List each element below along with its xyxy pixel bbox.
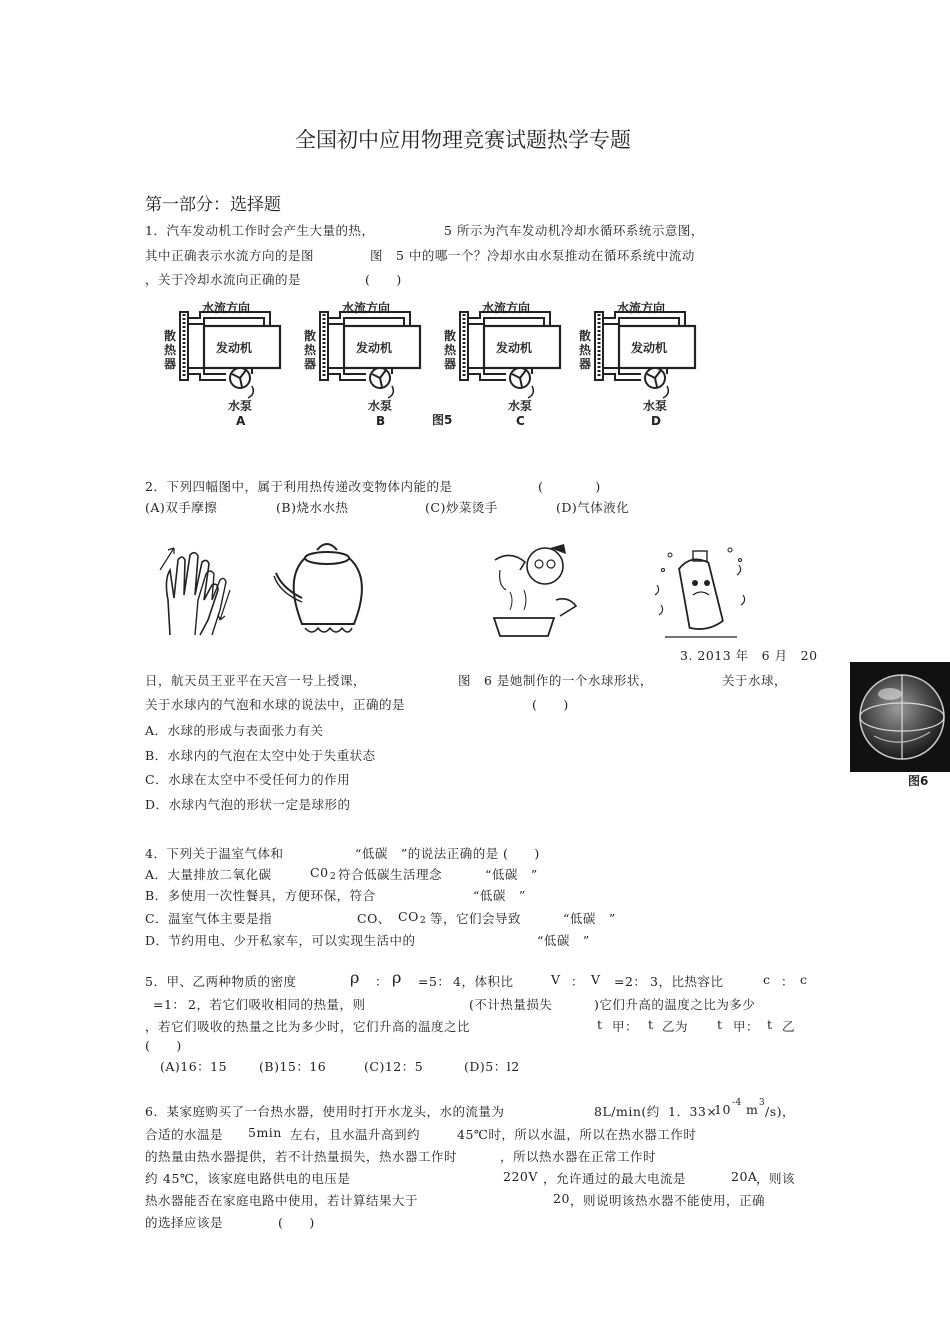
svg-text:水流方向: 水流方向	[617, 301, 666, 315]
figure-6-caption: 图6	[908, 774, 929, 788]
q6-line5: 热水器能否在家庭电路中使用，若计算结果大于	[145, 1193, 419, 1208]
q3-line2: 关于水球内的气泡和水球的说法中，正确的是	[145, 697, 406, 712]
q3-answer-blank: ( )	[532, 697, 569, 712]
q6-line2: 合适的水温是	[145, 1127, 224, 1142]
q4-option-a: A．大量排放二氧化碳	[145, 867, 272, 882]
option-a-label: A	[236, 414, 246, 428]
svg-text:水流方向: 水流方向	[482, 301, 531, 315]
q5-answer-blank: ( )	[145, 1038, 182, 1053]
svg-text:器: 器	[444, 357, 457, 371]
q3-prefix: 3. 2013 年 6 月 20	[680, 648, 818, 663]
svg-text:水泵: 水泵	[643, 399, 668, 413]
q2-option-d: (D)气体液化	[556, 500, 630, 515]
q5-option-c: (C)12：5	[364, 1059, 424, 1074]
section-heading: 第一部分：选择题	[145, 195, 281, 215]
kettle-illustration	[272, 538, 382, 638]
q4-option-c: C．温室气体主要是指	[145, 911, 273, 926]
engine-label: 发动机	[216, 341, 253, 355]
cooking-illustration	[480, 540, 590, 640]
q1-answer-blank: ( )	[365, 272, 402, 287]
q4-answer-blank: ( )	[503, 846, 540, 861]
q5-option-b: (B)15：16	[259, 1059, 327, 1074]
q6-answer-blank: ( )	[278, 1215, 315, 1230]
svg-text:热: 热	[164, 343, 177, 357]
q1-line3: ，关于冷却水流向正确的是	[145, 272, 302, 287]
svg-text:热: 热	[444, 343, 457, 357]
q5-line1: 5．甲、乙两种物质的密度	[145, 974, 297, 989]
water-ball-photo	[850, 662, 950, 772]
q4-option-d: D．节约用电、少开私家车，可以实现生活中的	[145, 933, 416, 948]
gas-liquefaction-illustration	[645, 535, 755, 645]
svg-text:散: 散	[304, 329, 317, 343]
q1-line2b: 图 5 中的哪一个？冷却水由水泵推动在循环系统中流动	[370, 248, 695, 263]
q6-line1: 6．某家庭购买了一台热水器，使用时打开水龙头，水的流量为	[145, 1104, 505, 1119]
q4-stem: 4．下列关于温室气体和	[145, 846, 284, 861]
q5-line3: ，若它们吸收的热量之比为多少时，它们升高的温度之比	[145, 1019, 471, 1034]
q3-line1a: 日，航天员王亚平在天宫一号上授课，	[145, 673, 367, 688]
q1-line2a: 其中正确表示水流方向的是图	[145, 248, 315, 263]
svg-text:发动机: 发动机	[631, 341, 668, 355]
pump-label: 水泵	[228, 399, 253, 413]
cooling-system-figure	[160, 298, 720, 433]
radiator-label: 散	[164, 329, 177, 343]
q5-option-d: (D)5：l2	[464, 1059, 520, 1074]
q2-answer-blank: ( )	[538, 479, 601, 494]
q6-line6: 的选择应该是	[145, 1215, 224, 1230]
svg-text:发动机: 发动机	[496, 341, 533, 355]
svg-text:器: 器	[304, 357, 317, 371]
q5-option-a: (A)16：15	[160, 1059, 228, 1074]
q4-option-b: B．多使用一次性餐具，方便环保，符合	[145, 888, 376, 903]
svg-text:散: 散	[579, 329, 592, 343]
svg-text:散: 散	[444, 329, 457, 343]
svg-text:水泵: 水泵	[508, 399, 533, 413]
q2-option-c: (C)炒菜烫手	[425, 500, 498, 515]
rubbing-hands-illustration	[150, 540, 240, 640]
q3-option-c: C．水球在太空中不受任何力的作用	[145, 772, 351, 787]
q3-line1b: 图 6 是她制作的一个水球形状，	[458, 673, 653, 688]
q6-line4: 约	[145, 1171, 159, 1186]
page-title: 全国初中应用物理竞赛试题热学专题	[295, 128, 631, 152]
svg-text:发动机: 发动机	[356, 341, 393, 355]
q1-line1b: 5 所示为汽车发动机冷却水循环系统示意图，	[444, 223, 704, 238]
svg-text:水流方向: 水流方向	[342, 301, 391, 315]
svg-text:器: 器	[164, 357, 177, 371]
svg-text:热: 热	[304, 343, 317, 357]
q2-option-b: (B)烧水水热	[276, 500, 349, 515]
q1-line1a: 1．汽车发动机工作时会产生大量的热，	[145, 223, 375, 238]
svg-text:热: 热	[579, 343, 592, 357]
q3-line1c: 关于水球，	[722, 673, 788, 688]
q5-line2: =1：	[153, 997, 186, 1012]
q6-line3: 的热量由热水器提供，若不计热量损失，热水器工作时	[145, 1149, 458, 1164]
q3-option-b: B．水球内的气泡在太空中处于失重状态	[145, 748, 376, 763]
q3-option-d: D．水球内气泡的形状一定是球形的	[145, 797, 351, 812]
figure-5-caption: 图5	[432, 413, 453, 427]
svg-text:器: 器	[579, 357, 592, 371]
q2-stem: 2．下列四幅图中，属于利用热传递改变物体内能的是	[145, 479, 453, 494]
option-c-label: C	[516, 414, 525, 428]
flow-direction-label: 水流方向	[202, 301, 251, 315]
option-b-label: B	[376, 414, 386, 428]
q3-option-a: A．水球的形成与表面张力有关	[145, 723, 324, 738]
q2-option-a: (A)双手摩擦	[145, 500, 218, 515]
svg-text:水泵: 水泵	[368, 399, 393, 413]
option-d-label: D	[651, 414, 661, 428]
